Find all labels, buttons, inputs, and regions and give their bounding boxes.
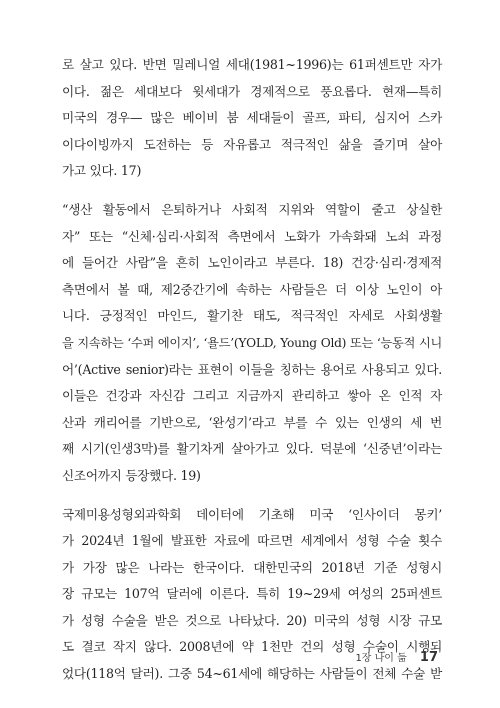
text-line: 이들은 건강과 자신감 그리고 지금까지 관리하고 쌓아 온 인적 자 <box>62 388 442 404</box>
page-footer <box>62 646 438 665</box>
text-line: 미국의 경우— 많은 베이비 붐 세대들이 골프, 파티, 심지어 스카 <box>62 110 442 126</box>
text-line: 가 2024년 1월에 발표한 자료에 따르면 세계에서 성형 수술 횟수 <box>62 533 442 549</box>
chapter-title: 1장 나이 듦 <box>355 653 407 664</box>
text-line: 가고 있다. 17) <box>62 163 142 179</box>
page-body <box>62 52 442 700</box>
text-line: 니다. 긍정적인 마인드, 활기찬 태도, 적극적인 자세로 사회생활 <box>62 308 442 324</box>
paragraph-1 <box>62 52 442 185</box>
text-line: 국제미용성형외과학회 데이터에 기초해 미국 ‘인사이더 몽키’ <box>62 506 442 522</box>
text-line: 자” 또는 “신체·심리·사회적 측면에서 노화가 가속화돼 노쇠 과정 <box>62 228 442 244</box>
text-line: 가 가장 많은 나라는 한국이다. 대한민국의 2018년 기준 성형시 <box>62 559 442 575</box>
text-line: 산과 캐리어를 기반으로, ‘완성기’라고 부를 수 있는 인생의 세 번 <box>62 414 442 430</box>
text-line: 장 규모는 107억 달러에 이른다. 특히 19~29세 여성의 25퍼센트 <box>62 586 442 602</box>
text-line: 었다(118억 달러). 그중 54~61세에 해당하는 사람들이 전체 수술 받 <box>62 666 442 682</box>
text-line: “생산 활동에서 은퇴하거나 사회적 지위와 역할이 줄고 상실한 <box>62 201 442 217</box>
text-line: 이다. 젊은 세대보다 윗세대가 경제적으로 풍요롭다. 현재—특히 <box>62 83 442 99</box>
text-line: 에 들어간 사람”을 흔히 노인이라고 부른다. 18) 건강·심리·경제적 <box>62 255 442 271</box>
page-number: 17 <box>419 650 438 665</box>
text-line: 도 결코 작지 않다. 2008년에 약 1천만 건의 성형 수술이 시행되 <box>62 639 442 655</box>
text-line: 측면에서 볼 때, 제2중간기에 속하는 사람들은 더 이상 노인이 아 <box>62 281 442 297</box>
text-line: 신조어까지 등장했다. 19) <box>62 467 201 483</box>
text-line: 어’(Active senior)라는 표현이 이들을 칭하는 용어로 사용되고 있다. <box>62 361 442 377</box>
text-line: 이다이빙까지 도전하는 등 자유롭고 적극적인 삶을 즐기며 살아 <box>62 136 442 152</box>
text-line: 째 시기(인생3막)를 활기차게 살아가고 있다. 덕분에 ‘신중년’이라는 <box>62 441 442 457</box>
text-line: 을 지속하는 ‘수퍼 에이지’, ‘욜드’(YOLD, Young Old) 또는 ‘능동적 시니 <box>62 335 442 350</box>
text-line: 가 성형 수술을 받은 것으로 나타났다. 20) 미국의 성형 시장 규모 <box>62 612 442 628</box>
paragraph-2 <box>62 197 442 490</box>
text-line: 로 살고 있다. 반면 밀레니얼 세대(1981~1996)는 61퍼센트만 자가 <box>62 57 442 72</box>
